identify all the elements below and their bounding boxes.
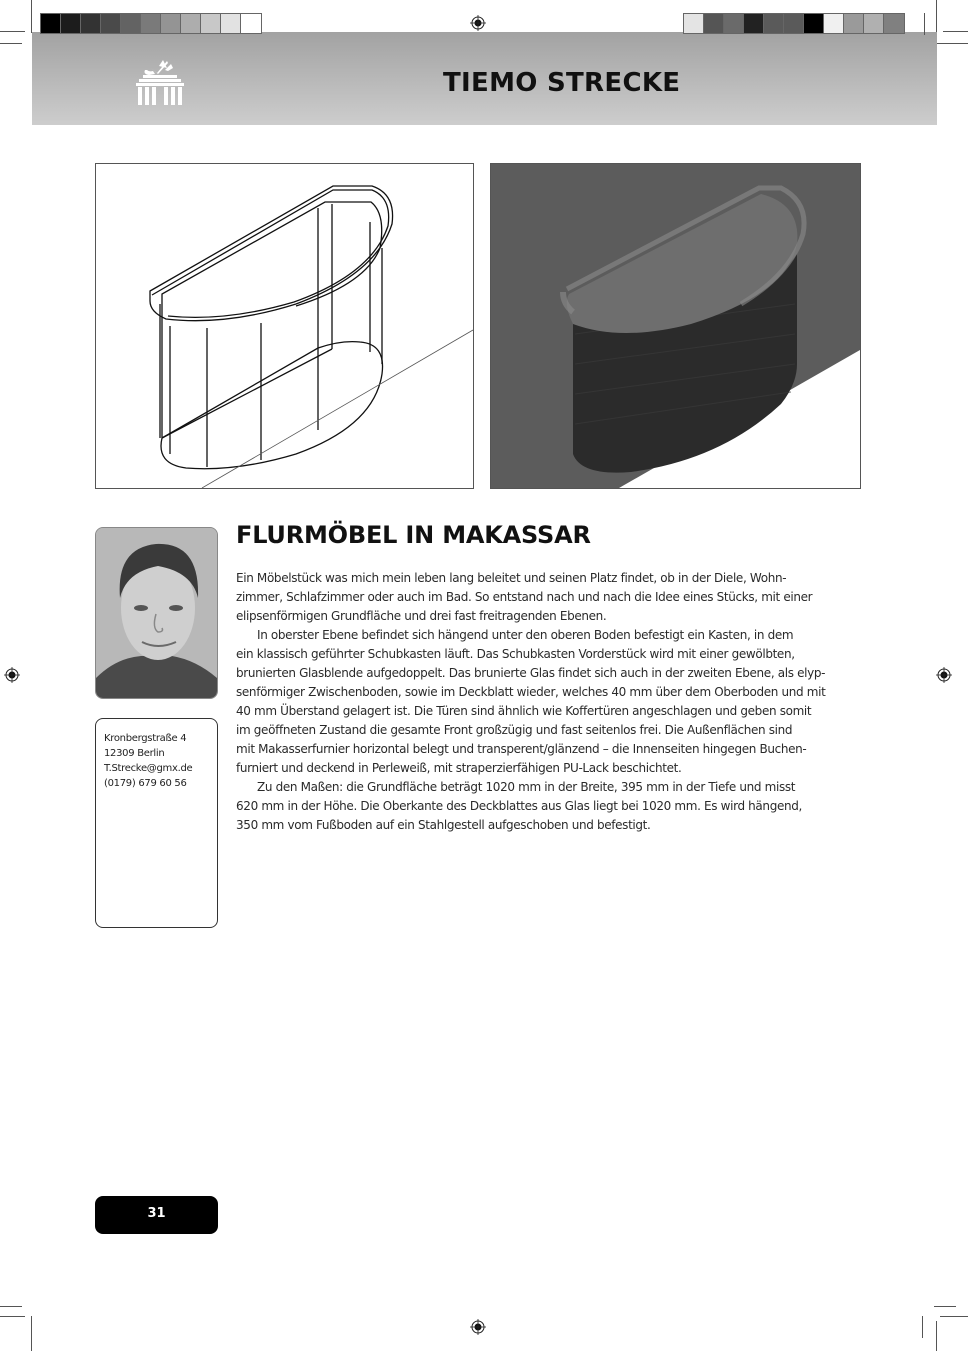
color-swatch	[724, 14, 744, 33]
portrait-photo	[95, 527, 218, 699]
crop-mark	[31, 1316, 32, 1351]
paragraph-line: 350 mm vom Fußboden auf ein Stahlgestell aufgeschoben und befestigt.	[236, 818, 651, 832]
paragraph-line: senförmiger Zwischenboden, sowie im Deckblatt wieder, welches 40 mm über dem Oberboden und mit	[236, 685, 826, 699]
address-street: Kronbergstraße 4	[104, 733, 187, 744]
registration-mark-icon	[4, 667, 20, 683]
crop-mark	[31, 0, 32, 33]
color-swatch	[161, 14, 181, 33]
color-swatch	[784, 14, 804, 33]
color-swatch	[61, 14, 81, 33]
crop-mark	[0, 1316, 25, 1317]
crop-mark	[943, 31, 968, 32]
color-swatch	[141, 14, 161, 33]
paragraph-line: im geöffneten Zustand die gesamte Front großzügig und fast seitenlos frei. Die Außenflächen sind	[236, 723, 793, 737]
paragraph-line: zimmer, Schlafzimmer oder auch im Bad. So entstand nach und nach die Idee eines Stücks, mit einer	[236, 590, 813, 604]
page-number: 31	[95, 1196, 218, 1234]
paragraph-line: mit Makasserfurnier horizontal belegt und transperent/glänzend – die Innenseiten hingegen Buchen-	[236, 742, 807, 756]
crop-mark	[937, 43, 968, 44]
color-swatch	[864, 14, 884, 33]
email-address[interactable]: T.Strecke@gmx.de	[104, 763, 193, 774]
color-swatch	[744, 14, 764, 33]
color-swatch	[221, 14, 241, 33]
registration-mark-icon	[470, 1319, 486, 1335]
crop-mark	[0, 43, 22, 44]
article-body	[236, 569, 866, 835]
color-swatch	[181, 14, 201, 33]
color-swatch	[241, 14, 261, 33]
color-calibration-bar-right	[683, 13, 905, 34]
registration-mark-icon	[470, 15, 486, 31]
color-swatch	[704, 14, 724, 33]
registration-mark-icon	[936, 667, 952, 683]
color-swatch	[884, 14, 904, 33]
paragraph-line: ein klassisch geführter Schubkasten läuft. Das Schubkasten Vorderstück wird mit einer gewölbten,	[236, 647, 795, 661]
paragraph-line: 40 mm Überstand gelagert ist. Die Türen sind ähnlich wie Koffertüren angeschlagen und geben somit	[236, 704, 812, 718]
crop-mark	[924, 13, 925, 35]
color-swatch	[764, 14, 784, 33]
author-name-heading: TIEMO STRECKE	[443, 68, 681, 98]
color-swatch	[684, 14, 704, 33]
paragraph-line: elipsenförmigen Grundfläche und drei fast freitragenden Ebenen.	[236, 609, 607, 623]
brandenburg-gate-planer-icon	[133, 56, 187, 106]
phone-number: (0179) 679 60 56	[104, 778, 187, 789]
crop-mark	[936, 1321, 937, 1351]
color-swatch	[121, 14, 141, 33]
paragraph-line: 620 mm in der Höhe. Die Oberkante des Deckblattes aus Glas liegt bei 1020 mm. Es wird hängend,	[236, 799, 802, 813]
color-swatch	[201, 14, 221, 33]
color-swatch	[101, 14, 121, 33]
color-calibration-bar-left	[40, 13, 262, 34]
contact-info-box	[95, 718, 218, 928]
paragraph-line: furniert und deckend in Perleweiß, mit straperzierfähigen PU-Lack beschichtet.	[236, 761, 682, 775]
crop-mark	[0, 31, 25, 32]
crop-mark	[940, 1316, 968, 1317]
wireframe-drawing	[95, 163, 474, 489]
rendered-view	[490, 163, 861, 489]
color-swatch	[804, 14, 824, 33]
crop-mark	[936, 0, 937, 33]
paragraph-line: Zu den Maßen: die Grundfläche beträgt 1020 mm in der Breite, 395 mm in der Tiefe und misst	[257, 780, 796, 794]
color-swatch	[824, 14, 844, 33]
paragraph-line: brunierten Glasblende aufgedoppelt. Das brunierte Glas findet sich auch in der zweiten Ebene, als elyp-	[236, 666, 826, 680]
color-swatch	[844, 14, 864, 33]
crop-mark	[0, 1306, 22, 1307]
address-city: 12309 Berlin	[104, 748, 165, 759]
color-swatch	[81, 14, 101, 33]
crop-mark	[934, 1306, 956, 1307]
crop-mark	[922, 1316, 923, 1338]
article-title: FLURMÖBEL IN MAKASSAR	[236, 521, 591, 549]
color-swatch	[41, 14, 61, 33]
paragraph-line: In oberster Ebene befindet sich hängend unter den oberen Boden befestigt ein Kasten, in dem	[257, 628, 794, 642]
paragraph-line: Ein Möbelstück was mich mein leben lang beleitet und seinen Platz findet, ob in der Diele, Wohn-	[236, 571, 787, 585]
